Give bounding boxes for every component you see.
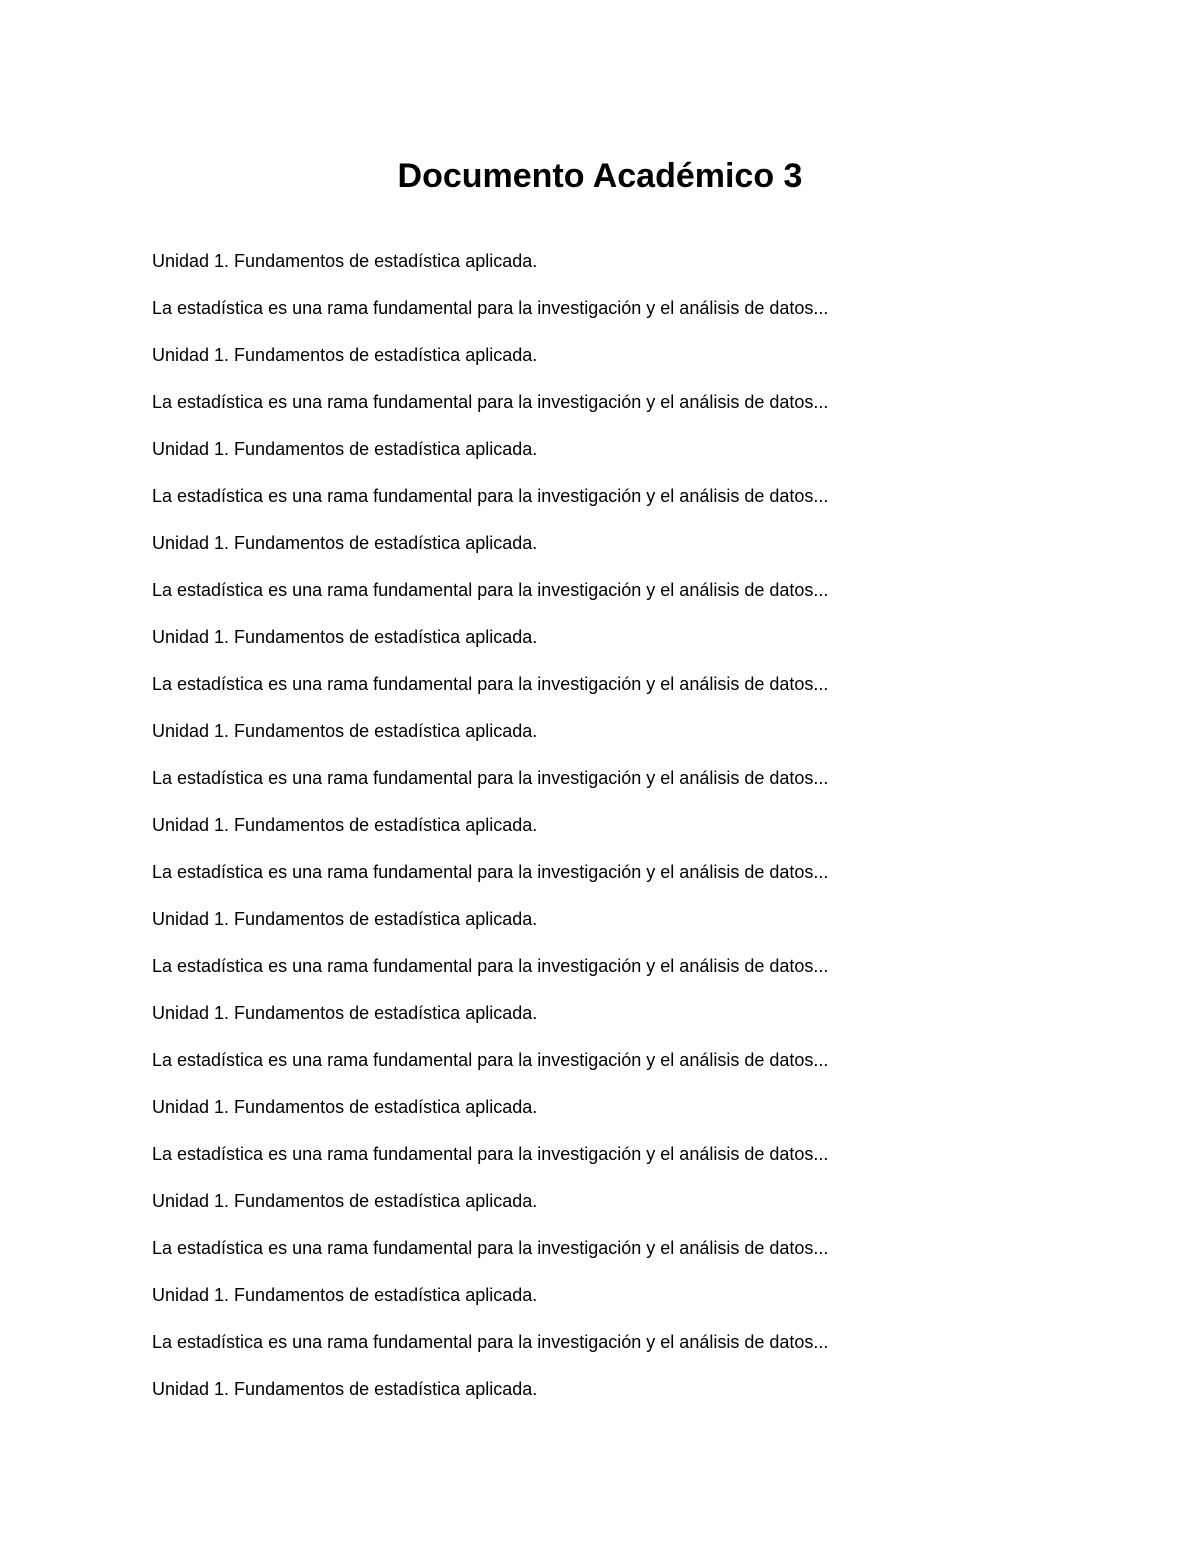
heading-line: Unidad 1. Fundamentos de estadística aplicada.	[152, 533, 538, 553]
paragraph-line: La estadística es una rama fundamental para la investigación y el análisis de datos...	[152, 1332, 829, 1352]
heading-line: Unidad 1. Fundamentos de estadística aplicada.	[152, 1379, 538, 1399]
heading-line: Unidad 1. Fundamentos de estadística aplicada.	[152, 721, 538, 741]
paragraph-line: La estadística es una rama fundamental para la investigación y el análisis de datos...	[152, 1144, 829, 1164]
heading-line: Unidad 1. Fundamentos de estadística aplicada.	[152, 1191, 538, 1211]
heading-line: Unidad 1. Fundamentos de estadística aplicada.	[152, 1097, 538, 1117]
paragraph-line: La estadística es una rama fundamental para la investigación y el análisis de datos...	[152, 1050, 829, 1070]
document-title: Documento Académico 3	[397, 157, 803, 195]
paragraph-line: La estadística es una rama fundamental para la investigación y el análisis de datos...	[152, 956, 829, 976]
paragraph-line: La estadística es una rama fundamental para la investigación y el análisis de datos...	[152, 768, 829, 788]
paragraph-line: La estadística es una rama fundamental para la investigación y el análisis de datos...	[152, 674, 829, 694]
document-body	[152, 240, 1112, 1415]
heading-line: Unidad 1. Fundamentos de estadística aplicada.	[152, 909, 538, 929]
heading-line: Unidad 1. Fundamentos de estadística aplicada.	[152, 1285, 538, 1305]
paragraph-line: La estadística es una rama fundamental para la investigación y el análisis de datos...	[152, 392, 829, 412]
heading-line: Unidad 1. Fundamentos de estadística aplicada.	[152, 627, 538, 647]
paragraph-line: La estadística es una rama fundamental para la investigación y el análisis de datos...	[152, 1238, 829, 1258]
heading-line: Unidad 1. Fundamentos de estadística aplicada.	[152, 345, 538, 365]
heading-line: Unidad 1. Fundamentos de estadística aplicada.	[152, 439, 538, 459]
heading-line: Unidad 1. Fundamentos de estadística aplicada.	[152, 251, 538, 271]
paragraph-line: La estadística es una rama fundamental para la investigación y el análisis de datos...	[152, 298, 829, 318]
paragraph-line: La estadística es una rama fundamental para la investigación y el análisis de datos...	[152, 862, 829, 882]
paragraph-line: La estadística es una rama fundamental para la investigación y el análisis de datos...	[152, 580, 829, 600]
heading-line: Unidad 1. Fundamentos de estadística aplicada.	[152, 815, 538, 835]
heading-line: Unidad 1. Fundamentos de estadística aplicada.	[152, 1003, 538, 1023]
paragraph-line: La estadística es una rama fundamental para la investigación y el análisis de datos...	[152, 486, 829, 506]
